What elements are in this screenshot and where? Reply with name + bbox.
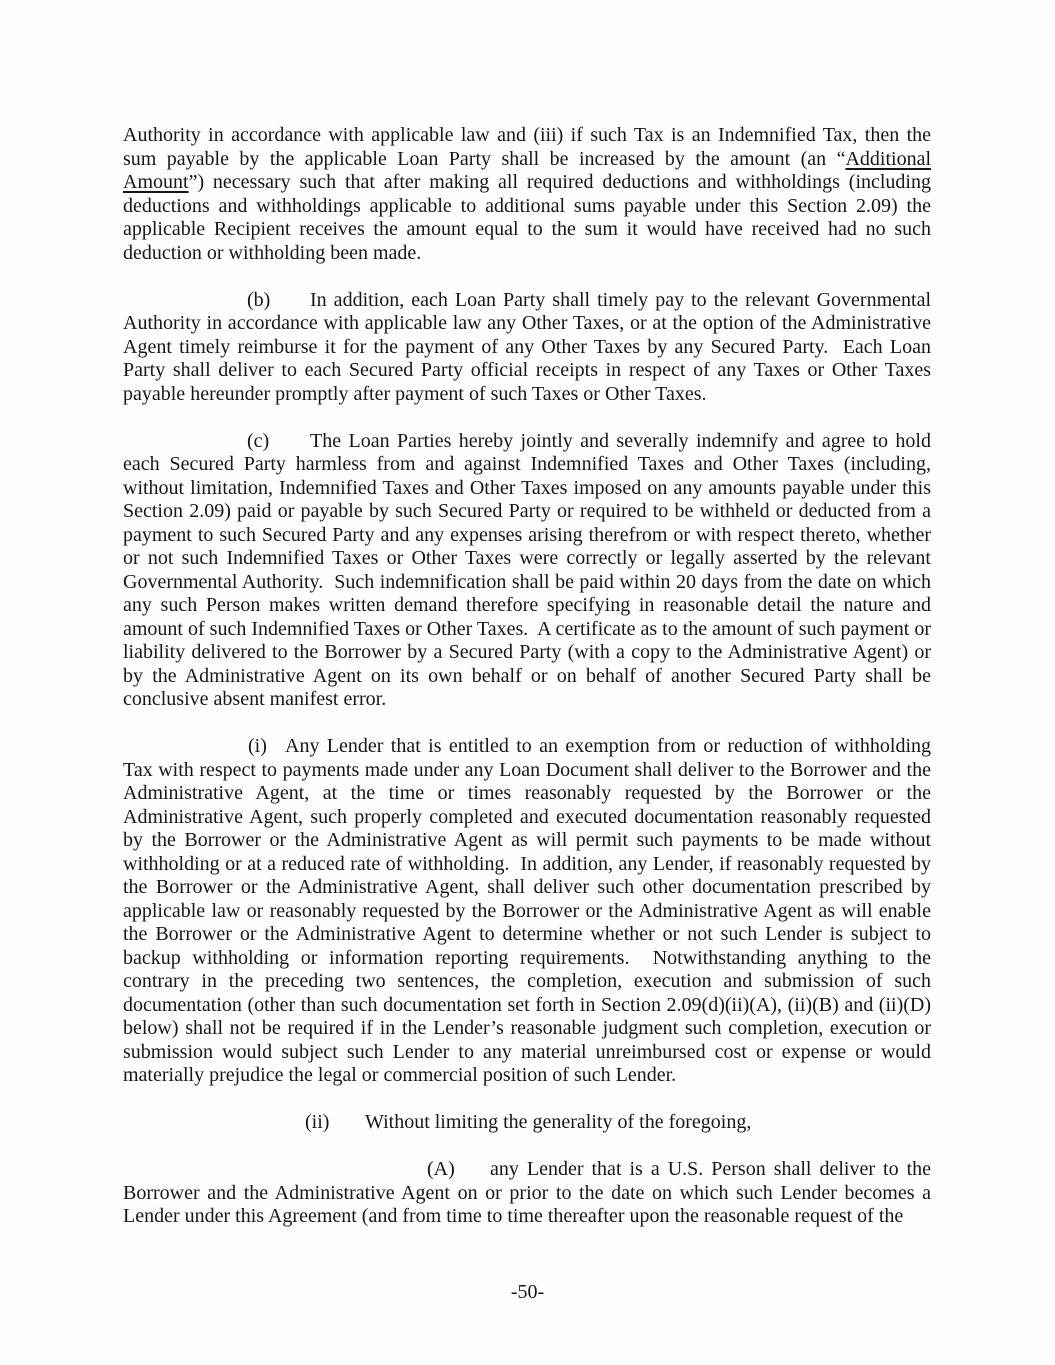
- paragraph-c-indemnification: [123, 430, 931, 712]
- paragraph-b-other-taxes-label: (b): [247, 288, 271, 311]
- paragraph-A-us-person-lender-label: (A): [427, 1158, 455, 1180]
- paragraph-ii-without-limiting: [123, 1111, 931, 1135]
- text-segment: any Lender that is a U.S. Person shall deliver to the Borrower and the Administrative Agent on or prior to the date on which such Lender becomes a Lender under this Agreement (and from time to time thereafter upon the reasonable request of the: [123, 1158, 931, 1227]
- paragraph-i-lender-documentation-label: (i): [248, 735, 267, 757]
- text-segment: The Loan Parties hereby jointly and severally indemnify and agree to hold each Secured Party harmless from and against Indemnified Taxes and Other Taxes (including, without limitation, Indemnified Taxes and Other Taxes imposed on any amounts payable under this Section 2.09) paid or payable by such Secured Party or required to be withheld or deducted from a payment to such Secured Party and any expenses arising therefrom or with respect thereto, whether or not such Indemnified Taxes or Other Taxes were correctly or legally asserted by the relevant Governmental Authority. Such indemnification shall be paid within 20 days from the date on which any such Person makes written demand therefore specifying in reasonable detail the nature and amount of such Indemnified Taxes or Other Taxes. A certificate as to the amount of such payment or liability delivered to the Borrower by a Secured Party (with a copy to the Administrative Agent) or by the Administrative Agent on its own behalf or on behalf of another Secured Party shall be conclusive absent manifest error.: [123, 429, 931, 710]
- text-segment: Any Lender that is entitled to an exemption from or reduction of withholding Tax with respect to payments made under any Loan Document shall deliver to the Borrower and the Administrative Agent, at the time or times reasonably requested by the Borrower or the Administrative Agent, such properly completed and executed documentation reasonably requested by the Borrower or the Administrative Agent as will permit such payments to be made without withholding or at a reduced rate of withholding. In addition, any Lender, if reasonably requested by the Borrower or the Administrative Agent, shall deliver such other documentation prescribed by applicable law or reasonably requested by the Borrower or the Administrative Agent as will enable the Borrower or the Administrative Agent to determine whether or not such Lender is subject to backup withholding or information reporting requirements. Notwithstanding anything to the contrary in the preceding two sentences, the completion, execution and submission of such documentation (other than such documentation set forth in Section 2.09(d)(ii)(A), (ii)(B) and (ii)(D) below) shall not be required if in the Lender’s reasonable judgment such completion, execution or submission would subject such Lender to any material unreimbursed cost or expense or would materially prejudice the legal or commercial position of such Lender.: [123, 735, 931, 1086]
- text-segment: Without limiting the generality of the foregoing,: [365, 1111, 752, 1133]
- paragraph-ii-without-limiting-label: (ii): [305, 1111, 330, 1133]
- defined-term-underlined: Additional Amount: [123, 147, 931, 193]
- page-number: -50-: [510, 1281, 545, 1303]
- paragraph-tax-gross-up-continuation: [123, 124, 931, 265]
- paragraph-i-lender-documentation: [123, 735, 931, 1088]
- text-segment: ”) necessary such that after making all required deductions and withholdings (including deductions and withholdings applicable to additional sums payable under this Section 2.09) the applicable Recipient receives the amount equal to the sum it would have received had no such deduction or withholding been made.: [123, 171, 931, 264]
- paragraph-A-us-person-lender: [123, 1158, 931, 1229]
- paragraph-c-indemnification-label: (c): [247, 429, 270, 452]
- paragraph-b-other-taxes: [123, 289, 931, 407]
- page-footer: [0, 1281, 1055, 1305]
- text-segment: In addition, each Loan Party shall timely pay to the relevant Governmental Authority in accordance with applicable law any Other Taxes, or at the option of the Administrative Agent timely reimburse it for the payment of any Other Taxes by any Secured Party. Each Loan Party shall deliver to each Secured Party official receipts in respect of any Taxes or Other Taxes payable hereunder promptly after payment of such Taxes or Other Taxes.: [123, 288, 931, 405]
- document-body: [123, 124, 931, 1229]
- text-segment: Authority in accordance with applicable law and (iii) if such Tax is an Indemnified Tax, then the sum payable by the applicable Loan Party shall be increased by the amount (an “: [123, 124, 931, 170]
